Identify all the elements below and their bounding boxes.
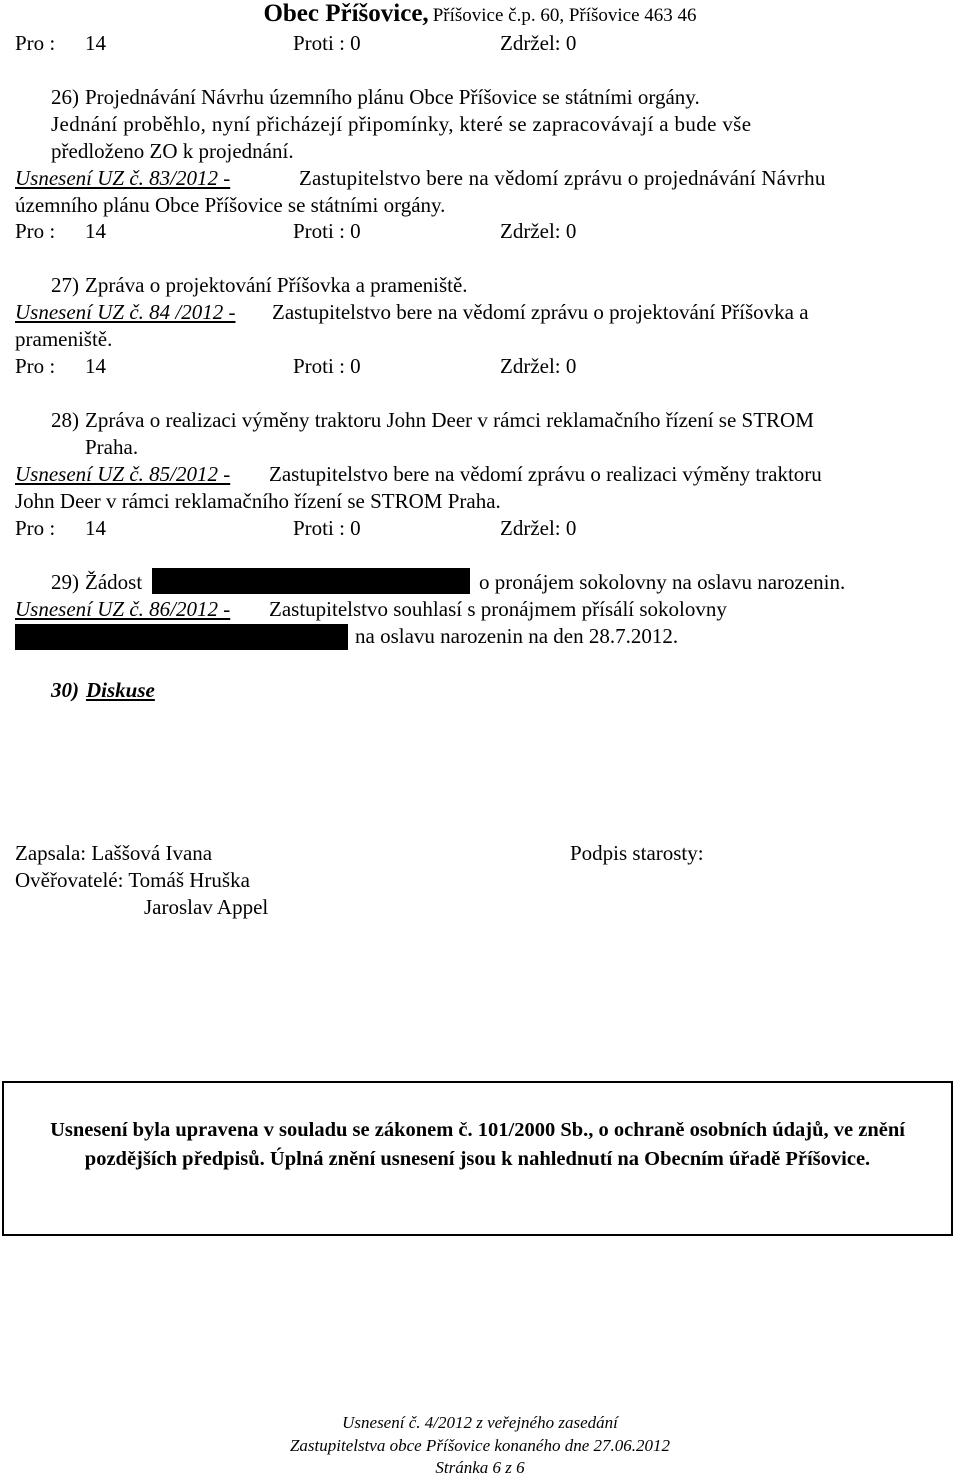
resolution-label: Usnesení UZ č. 84 /2012 - bbox=[15, 300, 236, 324]
recorder: Zapsala: Laššová Ivana bbox=[15, 841, 213, 865]
item-title: o pronájem sokolovny na oslavu narozenin. bbox=[479, 570, 846, 594]
vote-proti: Proti : 0 bbox=[293, 516, 361, 540]
vote-proti: Proti : 0 bbox=[293, 219, 361, 243]
vote-zdrzel: Zdržel: 0 bbox=[500, 354, 577, 378]
mayor-signature-label: Podpis starosty: bbox=[570, 841, 704, 865]
resolution-label: Usnesení UZ č. 85/2012 - bbox=[15, 462, 231, 486]
footer-line: Usnesení č. 4/2012 z veřejného zasedání bbox=[342, 1413, 618, 1432]
redacted-name bbox=[15, 624, 348, 650]
page-number: Stránka 6 z 6 bbox=[435, 1458, 525, 1477]
item-title: Praha. bbox=[85, 435, 139, 459]
notice-box bbox=[2, 1081, 953, 1236]
item-title: Projednávání Návrhu územního plánu Obce Příšovice se státními orgány. bbox=[85, 85, 700, 109]
item-title: Diskuse bbox=[86, 678, 155, 702]
resolution-label: Usnesení UZ č. 83/2012 - bbox=[15, 166, 231, 190]
vote-zdrzel: Zdržel: 0 bbox=[500, 516, 577, 540]
vote-zdrzel: Zdržel: 0 bbox=[500, 31, 577, 55]
vote-proti: Proti : 0 bbox=[293, 31, 361, 55]
resolution-text: Zastupitelstvo bere na vědomí zprávu o realizaci výměny traktoru bbox=[269, 462, 822, 486]
vote-pro-label: Pro : bbox=[15, 516, 56, 540]
verifier: Ověřovatelé: Tomáš Hruška bbox=[15, 868, 250, 892]
resolution-text: územního plánu Obce Příšovice se státními orgány. bbox=[15, 193, 446, 217]
resolution-text: na oslavu narozenin na den 28.7.2012. bbox=[355, 624, 679, 648]
resolution-text: prameniště. bbox=[15, 327, 113, 351]
vote-pro-label: Pro : bbox=[15, 354, 56, 378]
item-body-line: Jednání proběhlo, nyní přicházejí připomínky, které se zapracovávají a bude vše bbox=[51, 112, 752, 136]
resolution-text: Zastupitelstvo bere na vědomí zprávu o projednávání Návrhu bbox=[299, 166, 826, 190]
verifier: Jaroslav Appel bbox=[144, 895, 269, 919]
resolution-text: Zastupitelstvo bere na vědomí zprávu o projektování Příšovka a bbox=[272, 300, 809, 324]
item-title: Žádost bbox=[85, 570, 143, 594]
vote-pro-count: 14 bbox=[85, 354, 106, 378]
item-number: 29) bbox=[51, 570, 79, 594]
vote-pro-count: 14 bbox=[85, 516, 106, 540]
item-title: Zpráva o projektování Příšovka a prameniště. bbox=[85, 273, 468, 297]
header-org: Obec Příšovice, bbox=[263, 0, 429, 27]
resolution-text: Zastupitelstvo souhlasí s pronájmem přísálí sokolovny bbox=[269, 597, 727, 621]
item-number: 28) bbox=[51, 408, 79, 432]
resolution-text: John Deer v rámci reklamačního řízení se STROM Praha. bbox=[15, 489, 501, 513]
vote-zdrzel: Zdržel: 0 bbox=[500, 219, 577, 243]
vote-proti: Proti : 0 bbox=[293, 354, 361, 378]
header-address: Příšovice č.p. 60, Příšovice 463 46 bbox=[432, 5, 697, 26]
item-number: 27) bbox=[51, 273, 79, 297]
item-title: Zpráva o realizaci výměny traktoru John Deer v rámci reklamačního řízení se STROM bbox=[85, 408, 814, 432]
resolution-label: Usnesení UZ č. 86/2012 - bbox=[15, 597, 231, 621]
item-number: 30) bbox=[51, 678, 79, 702]
vote-pro-label: Pro : bbox=[15, 219, 56, 243]
vote-pro-count: 14 bbox=[85, 31, 106, 55]
item-number: 26) bbox=[51, 85, 79, 109]
vote-pro-count: 14 bbox=[85, 219, 106, 243]
vote-pro-label: Pro : bbox=[15, 31, 56, 55]
redacted-name bbox=[152, 568, 470, 594]
item-body-line: předloženo ZO k projednání. bbox=[51, 139, 294, 163]
footer-line: Zastupitelstva obce Příšovice konaného dne 27.06.2012 bbox=[289, 1436, 671, 1455]
notice-text: Usnesení byla upravena v souladu se zákonem č. 101/2000 Sb., o ochraně osobních údajů, ve znění pozdějších předpisů. Úplná znění usnesení jsou k nahlednutí na Obecním úřadě Příšovice. bbox=[50, 1119, 905, 1170]
page-header bbox=[0, 0, 960, 31]
